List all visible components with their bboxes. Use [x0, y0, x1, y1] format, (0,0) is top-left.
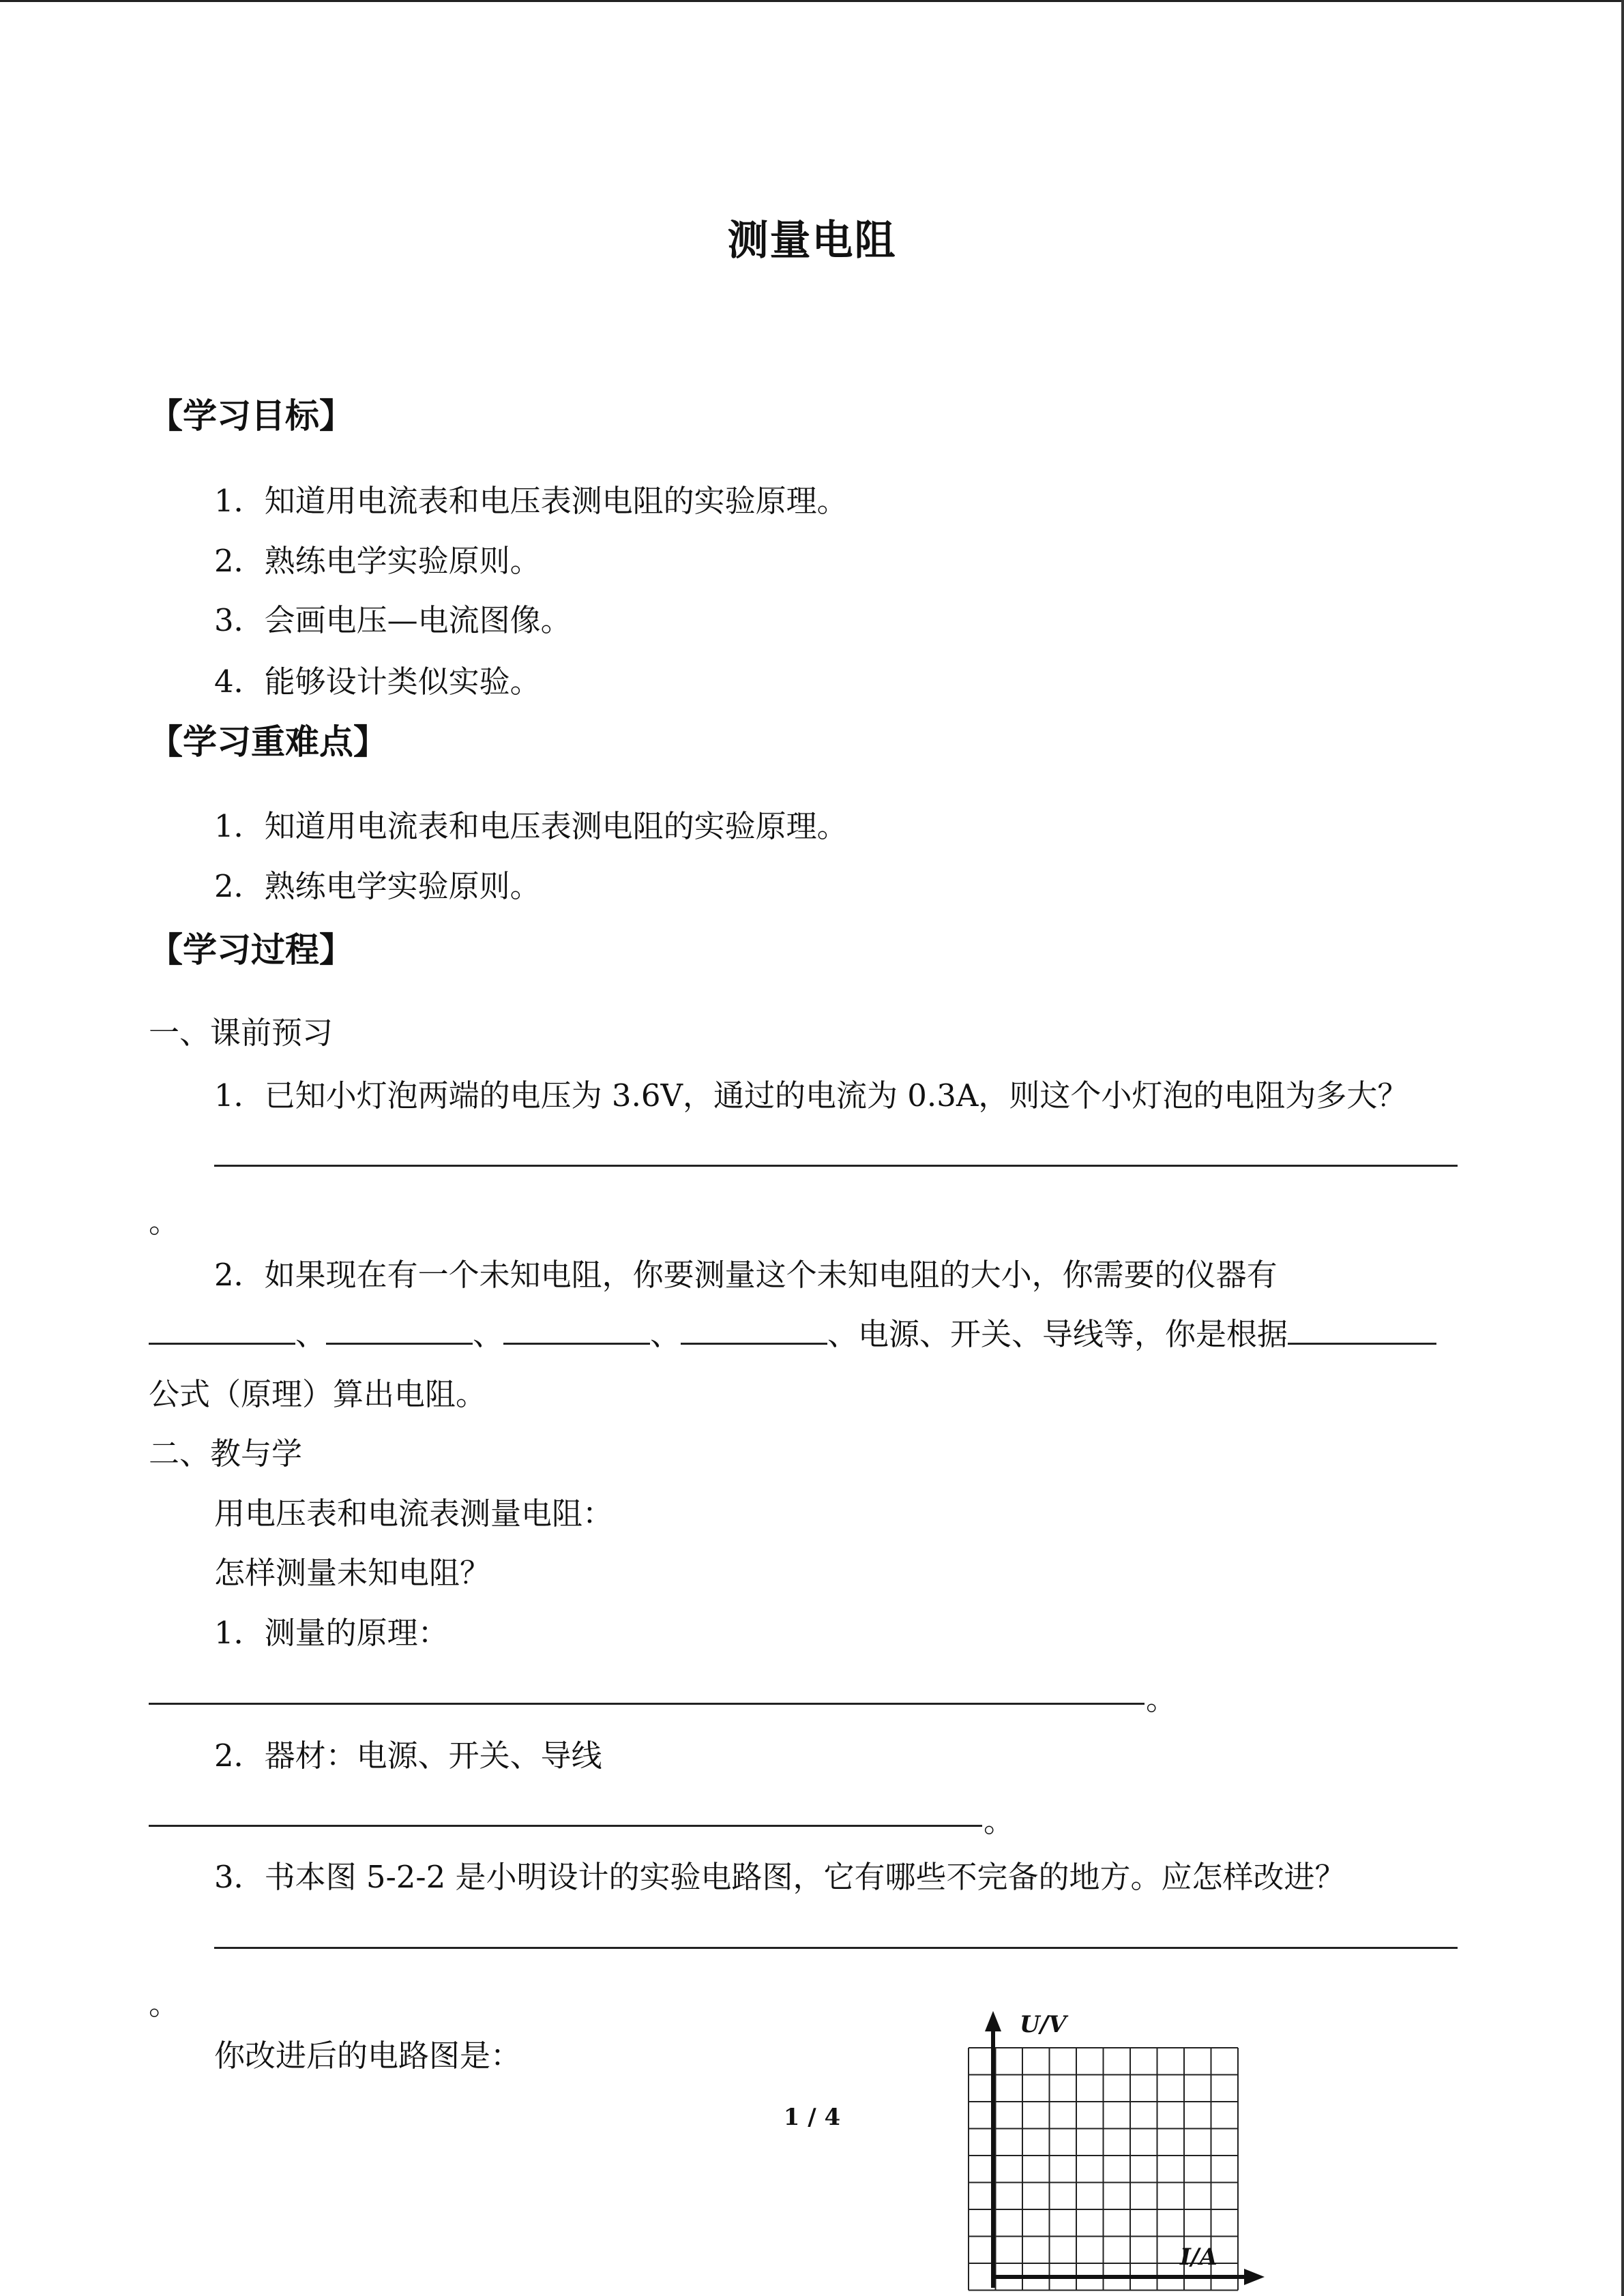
question-1: 1．已知小灯泡两端的电压为 3.6V，通过的电流为 0.3A，则这个小灯泡的电阻为多大？: [214, 1077, 1408, 1114]
objectives-heading: 【学习目标】: [149, 396, 353, 436]
answer-line: [214, 1165, 1458, 1167]
period-mark: 。: [984, 1803, 1015, 1839]
question-2-end: 公式（原理）算出电阻。: [149, 1376, 487, 1412]
objective-item: 3．会画电压—电流图像。: [214, 602, 572, 638]
blank-field[interactable]: [149, 1317, 295, 1345]
part2-title: 二、教与学: [149, 1435, 303, 1472]
y-axis-label: U/V: [1020, 2011, 1067, 2038]
step-3: 3．书本图 5-2-2 是小明设计的实验电路图，它有哪些不完备的地方。应怎样改进？: [214, 1859, 1346, 1895]
separator: 、: [650, 1316, 681, 1352]
objective-item: 4．能够设计类似实验。: [214, 664, 541, 700]
key-point-item: 2．熟练电学实验原则。: [214, 868, 541, 904]
answer-line: [149, 1825, 982, 1827]
page-number: 1 / 4: [783, 2104, 841, 2131]
blank-field[interactable]: [326, 1317, 473, 1345]
period-mark: 。: [1146, 1681, 1177, 1717]
separator: 、: [473, 1316, 504, 1352]
u-i-graph: [955, 2008, 1269, 2295]
x-axis-label: I/A: [1180, 2243, 1217, 2271]
x-axis-arrow: [1244, 2269, 1265, 2285]
answer-line: [214, 1947, 1458, 1949]
blank-field[interactable]: [503, 1317, 650, 1345]
question-2-tail: 、电源、开关、导线等，你是根据: [827, 1316, 1288, 1352]
answer-line: [149, 1703, 1145, 1705]
step-1: 1．测量的原理：: [214, 1615, 449, 1651]
objective-item: 2．熟练电学实验原则。: [214, 543, 541, 579]
blank-field[interactable]: [1288, 1317, 1436, 1345]
y-axis-arrow: [985, 2011, 1001, 2031]
period-mark: 。: [149, 1204, 180, 1240]
page-title: 测量电阻: [727, 217, 897, 265]
separator: 、: [295, 1316, 327, 1352]
key-points-heading: 【学习重难点】: [149, 721, 387, 762]
top-border: [0, 0, 1624, 2]
blank-field[interactable]: [681, 1317, 827, 1345]
question-2-blanks: [149, 1309, 1436, 1354]
period-mark: 。: [149, 1986, 180, 2022]
part2-intro: 用电压表和电流表测量电阻：: [214, 1495, 614, 1532]
objective-item: 1．知道用电流表和电压表测电阻的实验原理。: [214, 483, 848, 519]
step-2: 2．器材：电源、开关、导线: [214, 1738, 602, 1774]
question-2: 2．如果现在有一个未知电阻，你要测量这个未知电阻的大小，你需要的仪器有: [214, 1257, 1278, 1293]
part2-intro: 怎样测量未知电阻？: [214, 1555, 491, 1591]
step-4: 你改进后的电路图是：: [214, 2038, 522, 2074]
right-border: [1621, 0, 1624, 2296]
part1-title: 一、课前预习: [149, 1015, 334, 1051]
key-point-item: 1．知道用电流表和电压表测电阻的实验原理。: [214, 808, 848, 844]
process-heading: 【学习过程】: [149, 929, 353, 970]
